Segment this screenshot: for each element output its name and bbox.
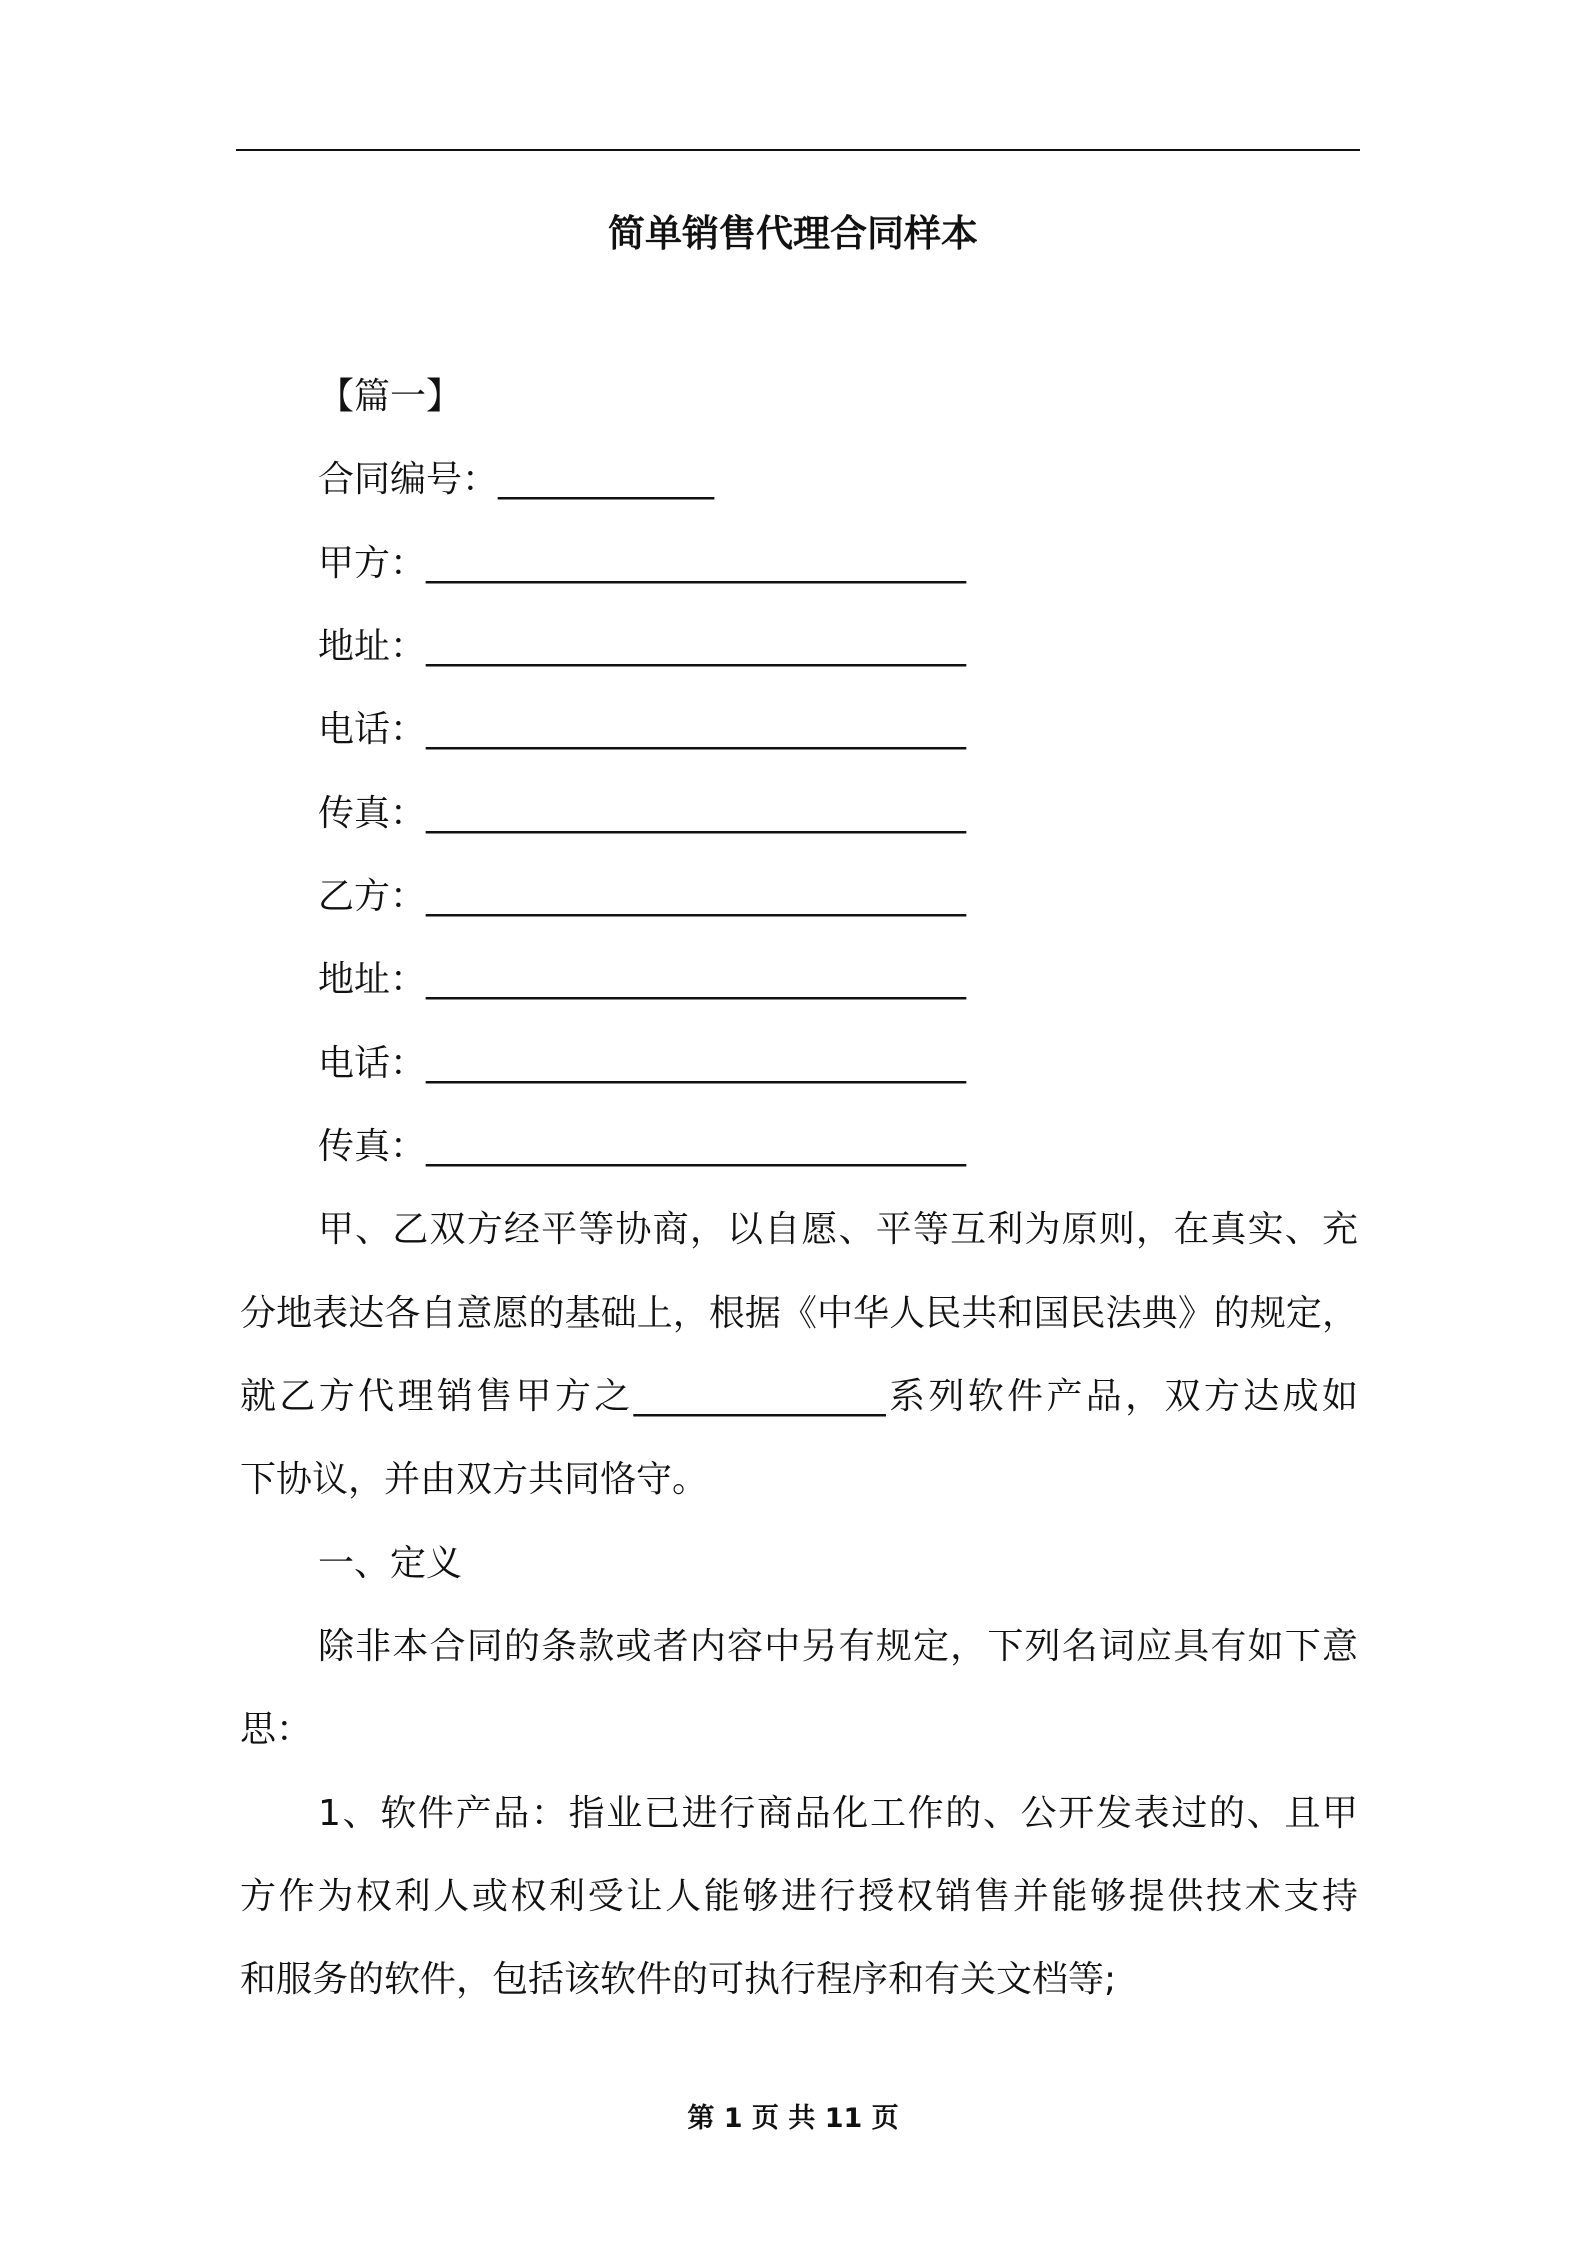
field-party-a: 甲方：______________________________	[318, 543, 967, 584]
preamble-line-4: 下协议，并由双方共同恪守。	[240, 1459, 709, 1500]
preamble-line-2: 分地表达各自意愿的基础上，根据《中华人民共和国民法典》的规定，	[240, 1293, 1358, 1334]
header-rule	[236, 149, 1360, 151]
item1-line-2: 方作为权利人或权利受让人能够进行授权销售并能够提供技术支持	[240, 1876, 1358, 1917]
item1-line-3: 和服务的软件，包括该软件的可执行程序和有关文档等;	[240, 1959, 1117, 2000]
field-party-a-address: 地址：______________________________	[318, 626, 967, 667]
definition-intro-line-2: 思：	[240, 1709, 313, 1750]
field-party-b-fax: 传真：______________________________	[318, 1126, 967, 1167]
field-party-b-address: 地址：______________________________	[318, 959, 967, 1000]
definition-intro-line-1: 除非本合同的条款或者内容中另有规定，下列名词应具有如下意	[318, 1626, 1358, 1667]
preamble-line-1: 甲、乙双方经平等协商，以自愿、平等互利为原则，在真实、充	[318, 1209, 1358, 1250]
field-party-a-phone: 电话：______________________________	[318, 709, 967, 750]
preamble-line-3: 就乙方代理销售甲方之______________系列软件产品，双方达成如	[240, 1376, 1358, 1417]
field-party-b-phone: 电话：______________________________	[318, 1043, 967, 1084]
page-footer: 第 1 页 共 11 页	[687, 2103, 899, 2134]
section-label: 【篇一】	[318, 376, 463, 417]
heading-definitions: 一、定义	[318, 1543, 463, 1584]
document-title: 简单销售代理合同样本	[608, 212, 978, 255]
field-party-b: 乙方：______________________________	[318, 876, 967, 917]
field-contract-number: 合同编号：____________	[318, 459, 715, 500]
item1-line-1: 1、软件产品：指业已进行商品化工作的、公开发表过的、且甲	[318, 1793, 1358, 1834]
field-party-a-fax: 传真：______________________________	[318, 793, 967, 834]
